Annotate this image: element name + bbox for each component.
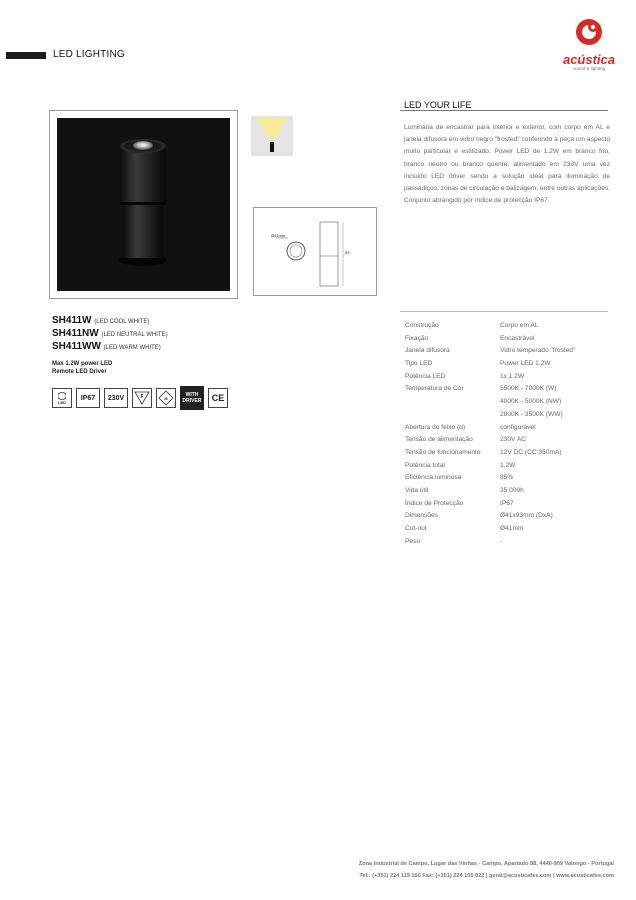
spec-label <box>405 396 500 409</box>
spec-value: Ø41x93mm (DxA) <box>500 512 553 520</box>
product-description: Luminária de encastrar para interior e exterior, com corpo em AL e janela difusora em vidro negro "frosted" conferindo à peça um aspecto muito particular e estilizado. Power LED de 1.2W em branco frio, branco neutro ou branco quente, alimentado em 230V uma vez incluido LED driver sendo a solução ideal para iluminação de passadiços, zonas de circulação e balizagem, entre outras aplicações. Conjunto abrangido por índice de protecção IP67. <box>404 124 610 205</box>
spec-label: Potência total <box>405 461 445 469</box>
spec-label: Cut-out <box>405 525 427 532</box>
spec-label: Construção <box>405 322 439 329</box>
spec-value: Vidro temperado "frosted" <box>500 347 576 355</box>
class-iii-icon <box>156 388 176 408</box>
diameter-label: Ø41mm <box>271 233 286 238</box>
model-variant: (LED NEUTRAL WHITE) <box>101 332 168 338</box>
spec-value: 2800K - 3500K (WW) <box>500 410 563 418</box>
certification-icons <box>52 386 228 410</box>
spec-label: Índice de Protecção <box>405 499 464 507</box>
feature-item: Max 1.2W power LED <box>52 361 113 367</box>
spec-row <box>405 472 615 485</box>
spec-row <box>405 409 615 422</box>
beam-angle-icon <box>251 116 293 156</box>
spec-row <box>405 460 615 473</box>
model-item <box>52 341 168 354</box>
spec-row <box>405 345 615 358</box>
spec-row <box>405 383 615 396</box>
spec-value: IP67 <box>500 499 514 507</box>
model-variant: (LED COOL WHITE) <box>94 319 150 325</box>
spec-value: 5500K - 7000K (W) <box>500 385 557 393</box>
spec-row <box>405 396 615 409</box>
voltage-icon: 230V <box>104 388 128 408</box>
spec-value: - <box>500 537 503 545</box>
ip67-icon: IP67 <box>76 388 100 408</box>
spec-row <box>405 536 615 549</box>
spec-row <box>405 485 615 498</box>
spec-row <box>405 333 615 346</box>
with-driver-icon <box>180 386 204 410</box>
spec-label: Tipo LED <box>405 360 433 368</box>
spec-value: 35.000h <box>500 486 524 494</box>
spec-value: Power LED 1.2W <box>500 360 551 368</box>
spec-value: Encastrável <box>500 334 535 342</box>
driver-line1: WITH <box>185 392 199 398</box>
spec-label: Janela difusora <box>405 347 450 355</box>
logo-wordmark: acústica <box>562 52 616 67</box>
title-divider <box>400 110 608 111</box>
spec-value: 4000K - 5000K (NW) <box>500 398 562 406</box>
spec-value: configurável <box>500 423 536 431</box>
spec-row <box>405 510 615 523</box>
spec-row <box>405 498 615 511</box>
spec-label: Tensão de funcionamento <box>405 448 481 456</box>
led-your-life-title: LED YOUR LIFE <box>404 100 472 110</box>
spec-label: Potência LED <box>405 372 446 380</box>
model-code: SH411W <box>52 315 92 326</box>
spec-value: 85% <box>500 474 514 482</box>
model-item <box>52 328 168 341</box>
spec-value: Ø41mm <box>500 525 524 532</box>
spec-value: 1x 1.2W <box>500 372 525 380</box>
spec-label: Temperatura de Cor <box>405 385 464 393</box>
spec-label: Vida útil <box>405 486 429 494</box>
header-bar <box>6 52 46 59</box>
feature-item: Remote LED Driver <box>52 369 107 375</box>
spec-value: 230V AC <box>500 436 527 444</box>
spec-row <box>405 358 615 371</box>
product-photo <box>57 118 230 291</box>
footer-contacts: Tel.: (+351) 224 119 160 Fax: (+351) 224 155 822 | geral@acusticafes.com | www.acusticafes.com <box>359 873 614 879</box>
spec-row <box>405 434 615 447</box>
spec-row <box>405 320 615 333</box>
led-icon <box>52 388 72 408</box>
spec-label: Eficiência luminosa <box>405 474 462 482</box>
spec-value: 1,2W <box>500 461 516 469</box>
led-icon-label: LED <box>58 399 66 405</box>
f-mark-label: F <box>140 393 144 400</box>
footer-address: Zona Industrial de Campo, Lugar das Vinhas - Campo, Apartado 88, 4440-909 Valongo - Portugal <box>358 861 614 867</box>
feature-list <box>52 360 112 376</box>
spec-row <box>405 447 615 460</box>
height-label: 93 <box>345 250 350 255</box>
spec-divider <box>400 311 608 312</box>
spec-row <box>405 422 615 435</box>
spec-label: Tensão de alimentação <box>405 436 473 444</box>
dimension-drawing <box>253 207 377 296</box>
spec-table <box>405 320 615 548</box>
luminaire-image <box>57 118 230 291</box>
class-iii-label: III <box>164 395 168 401</box>
spec-label: Abertura do feixe (α) <box>405 423 466 431</box>
spec-label: Dimensões <box>405 512 438 520</box>
spec-label: Fixação <box>405 334 429 342</box>
model-code: SH411NW <box>52 328 99 339</box>
section-title: LED LIGHTING <box>53 49 125 60</box>
spec-label <box>405 409 500 422</box>
spec-row <box>405 523 615 536</box>
model-item <box>52 315 168 328</box>
f-mark-icon <box>132 388 152 408</box>
logo-tagline: sound & lighting <box>572 66 606 71</box>
spec-value: Corpo em AL <box>500 322 539 329</box>
ce-mark-icon: CE <box>208 388 228 408</box>
driver-line2: DRIVER <box>182 398 202 404</box>
spec-value: 12V DC (CC 350mA) <box>500 448 562 456</box>
spec-label: Peso <box>405 537 421 545</box>
model-variant: (LED WARM WHITE) <box>103 345 161 351</box>
model-code: SH411WW <box>52 341 101 352</box>
spec-row <box>405 371 615 384</box>
model-list <box>52 315 168 354</box>
